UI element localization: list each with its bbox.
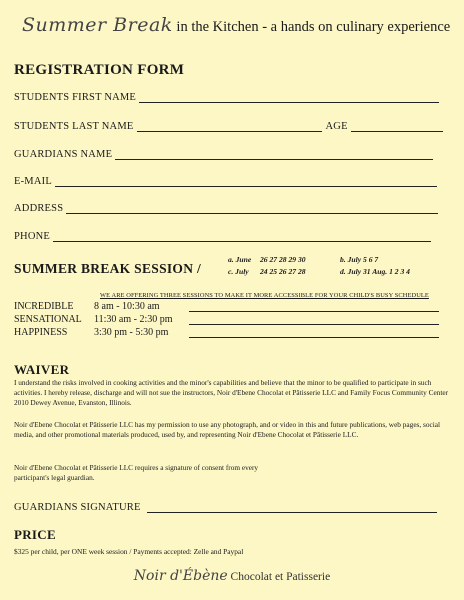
price-text: $325 per child, per ONE week session / Payments accepted: Zelle and Paypal xyxy=(14,547,244,556)
email-label: E-MAIL xyxy=(14,176,52,187)
first-name-label: STUDENTS FIRST NAME xyxy=(14,92,137,103)
phone-label: PHONE xyxy=(14,231,51,242)
session-option-field[interactable] xyxy=(189,315,439,325)
session-option-sensational xyxy=(14,314,439,325)
session-d: d. July 31 Aug. 1 2 3 4 xyxy=(340,267,410,276)
last-name-label: STUDENTS LAST NAME xyxy=(14,121,134,132)
session-option-name: INCREDIBLE xyxy=(14,301,74,312)
session-option-time: 8 am - 10:30 am xyxy=(94,301,160,312)
session-b: b. July 5 6 7 xyxy=(340,255,379,264)
first-name-row xyxy=(14,92,439,103)
session-option-field[interactable] xyxy=(189,328,439,338)
first-name-field[interactable] xyxy=(139,93,439,103)
session-option-field[interactable] xyxy=(189,302,439,312)
signature-label: GUARDIANS SIGNATURE xyxy=(14,502,141,513)
session-title: SUMMER BREAK SESSION / xyxy=(14,261,202,276)
footer-brand xyxy=(0,567,464,585)
session-a-days: 26 27 28 29 30 xyxy=(260,255,306,264)
guardian-name-field[interactable] xyxy=(115,150,433,160)
waiver-paragraph-2: Noir d'Ebene Chocolat et Pâtisserie LLC has my permission to use any photograph, and or video in this and future publications, web pages, social media, and other promotional materials produced, used by, and representing Noir d'Ebene Chocolat et Pâtisserie LLC. xyxy=(14,420,441,439)
phone-row xyxy=(14,231,431,242)
session-notice: WE ARE OFFERING THREE SESSIONS TO MAKE IT MORE ACCESSIBLE FOR YOUR CHILD'S BUSY SCHEDULE xyxy=(100,292,429,299)
header-script-title: Summer Break xyxy=(22,14,173,36)
session-option-incredible xyxy=(14,301,439,312)
waiver-paragraph-3-line-1: Noir d'Ebene Chocolat et Pâtisserie LLC requires a signature of consent from every xyxy=(14,463,259,472)
session-option-time: 11:30 am - 2:30 pm xyxy=(94,314,173,325)
header xyxy=(22,14,450,36)
footer-brand-text: Chocolat et Patisserie xyxy=(227,571,331,583)
signature-field[interactable] xyxy=(147,503,437,513)
footer-brand-script: Noir d'Ébène xyxy=(133,568,228,584)
guardian-name-label: GUARDIANS NAME xyxy=(14,149,113,160)
waiver-paragraph-3-line-2: participant's legal guardian. xyxy=(14,473,95,482)
age-field[interactable] xyxy=(351,122,443,132)
address-field[interactable] xyxy=(66,204,438,214)
session-option-name: HAPPINESS xyxy=(14,327,68,338)
form-title: REGISTRATION FORM xyxy=(14,62,185,78)
email-field[interactable] xyxy=(55,177,437,187)
email-row xyxy=(14,176,437,187)
price-title: PRICE xyxy=(14,527,56,542)
session-c-days: 24 25 26 27 28 xyxy=(260,267,306,276)
last-name-row xyxy=(14,121,443,132)
session-option-happiness xyxy=(14,327,439,338)
last-name-field[interactable] xyxy=(137,122,322,132)
waiver-paragraph-1: I understand the risks involved in cooking activities and the minor's capabilities and believe that the minor to be qualified to participate in such activities. I hereby release, discharge and will not sue the instructors, Noir d'Ebene Chocolat et Pâtisserie LLC and Family Focus Community Center 2010 Dewey Avenue, Evanston, Illinois. xyxy=(14,378,449,407)
header-tagline: in the Kitchen - a hands on culinary experience xyxy=(172,19,451,35)
age-label: AGE xyxy=(325,121,348,132)
session-c: c. July xyxy=(228,267,249,276)
waiver-title: WAIVER xyxy=(14,362,70,377)
signature-row xyxy=(14,502,437,513)
phone-field[interactable] xyxy=(53,232,431,242)
session-a: a. June xyxy=(228,255,252,264)
session-option-time: 3:30 pm - 5:30 pm xyxy=(94,327,169,338)
session-option-name: SENSATIONAL xyxy=(14,314,82,325)
address-label: ADDRESS xyxy=(14,203,64,214)
guardian-name-row xyxy=(14,149,433,160)
address-row xyxy=(14,203,438,214)
